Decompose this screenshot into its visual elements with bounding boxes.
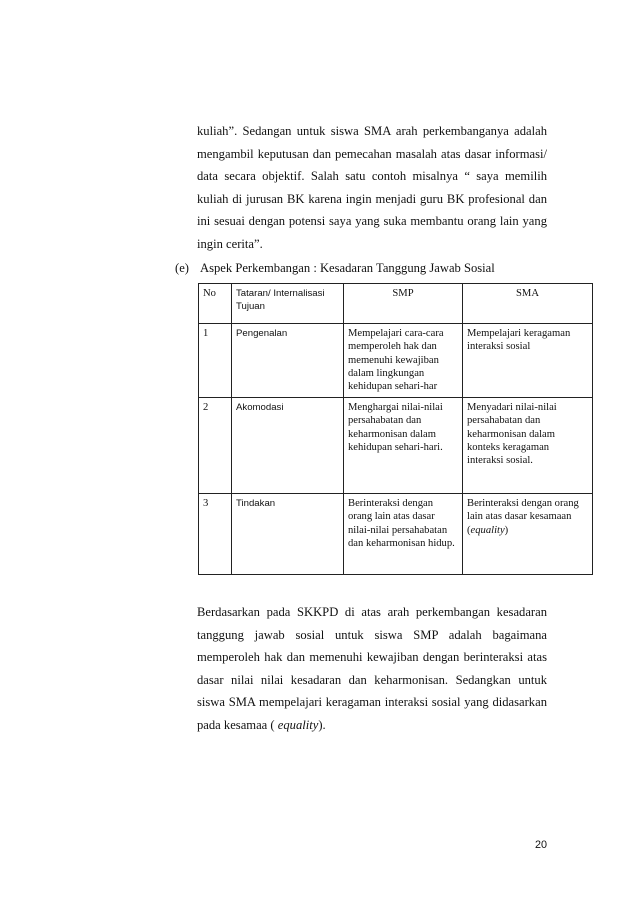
cell-text: Berinteraksi dengan orang lain atas dasar kesamaan (	[467, 498, 579, 536]
section-title: Aspek Perkembangan : Kesadaran Tanggung Jawab Sosial	[200, 261, 495, 275]
header-smp: SMP	[344, 284, 463, 324]
cell-smp: Mempelajari cara-cara memperoleh hak dan memenuhi kewajiban dalam lingkungan kehidupan sehari-har	[344, 324, 463, 398]
header-no: No	[199, 284, 232, 324]
section-number: (e)	[175, 261, 189, 275]
text-line: kuliah di jurusan BK karena ingin menjadi guru BK profesional dan	[197, 191, 547, 206]
table-row	[199, 494, 593, 575]
text-line: mengambil keputusan dan pemecahan masalah atas dasar informasi/	[197, 146, 547, 161]
text-line	[197, 714, 547, 737]
cell-tataran: Akomodasi	[232, 398, 344, 494]
table-header-row	[199, 284, 593, 324]
text-line: dasar nilai nilai kesadaran dan keharmonisan. Sedangkan untuk	[197, 672, 547, 687]
cell-no: 2	[199, 398, 232, 494]
cell-sma: Mempelajari keragaman interaksi sosial	[463, 324, 593, 398]
cell-smp: Berinteraksi dengan orang lain atas dasar nilai-nilai persahabatan dan keharmonisan hidup.	[344, 494, 463, 575]
header-sma: SMA	[463, 284, 593, 324]
paragraph-continuation	[197, 120, 547, 255]
section-heading	[175, 261, 495, 276]
page-number: 20	[535, 839, 548, 851]
cell-smp: Menghargai nilai-nilai persahabatan dan keharmonisan dalam kehidupan sehari-hari.	[344, 398, 463, 494]
cell-tataran: Pengenalan	[232, 324, 344, 398]
cell-sma: Menyadari nilai-nilai persahabatan dan keharmonisan dalam konteks keragaman interaksi sosial.	[463, 398, 593, 494]
text-line: tanggung jawab sosial untuk siswa SMP adalah bagaimana	[197, 627, 547, 642]
text-line: data secara objektif. Salah satu contoh misalnya “ saya memilih	[197, 169, 547, 183]
cell-tataran: Tindakan	[232, 494, 344, 575]
text-line: kuliah”. Sedangan untuk siswa SMA arah perkembanganya adalah	[197, 124, 547, 138]
table-row	[199, 324, 593, 398]
text-line: Berdasarkan pada SKKPD di atas arah perkembangan kesadaran	[197, 605, 547, 619]
cell-text: )	[504, 524, 509, 536]
cell-sma	[463, 494, 593, 575]
text-line: ini sesuai dengan potensi saya yang suka membantu orang lain yang	[197, 214, 547, 228]
text-line: siswa SMA mempelajari keragaman interaksi sosial yang didasarkan	[197, 695, 547, 709]
emphasis-text: equality	[277, 717, 319, 732]
development-table	[198, 283, 593, 575]
text-line: memperoleh hak dan memenuhi kewajiban dengan berinteraksi atas	[197, 650, 547, 664]
cell-no: 1	[199, 324, 232, 398]
paragraph-summary	[197, 601, 547, 736]
text-line: ingin cerita”.	[197, 236, 263, 251]
text-span: ).	[318, 717, 326, 732]
table-row	[199, 398, 593, 494]
emphasis-text: equality	[470, 524, 505, 536]
text-span: pada kesamaa (	[197, 717, 278, 732]
cell-no: 3	[199, 494, 232, 575]
header-tataran: Tataran/ Internalisasi Tujuan	[232, 284, 344, 324]
